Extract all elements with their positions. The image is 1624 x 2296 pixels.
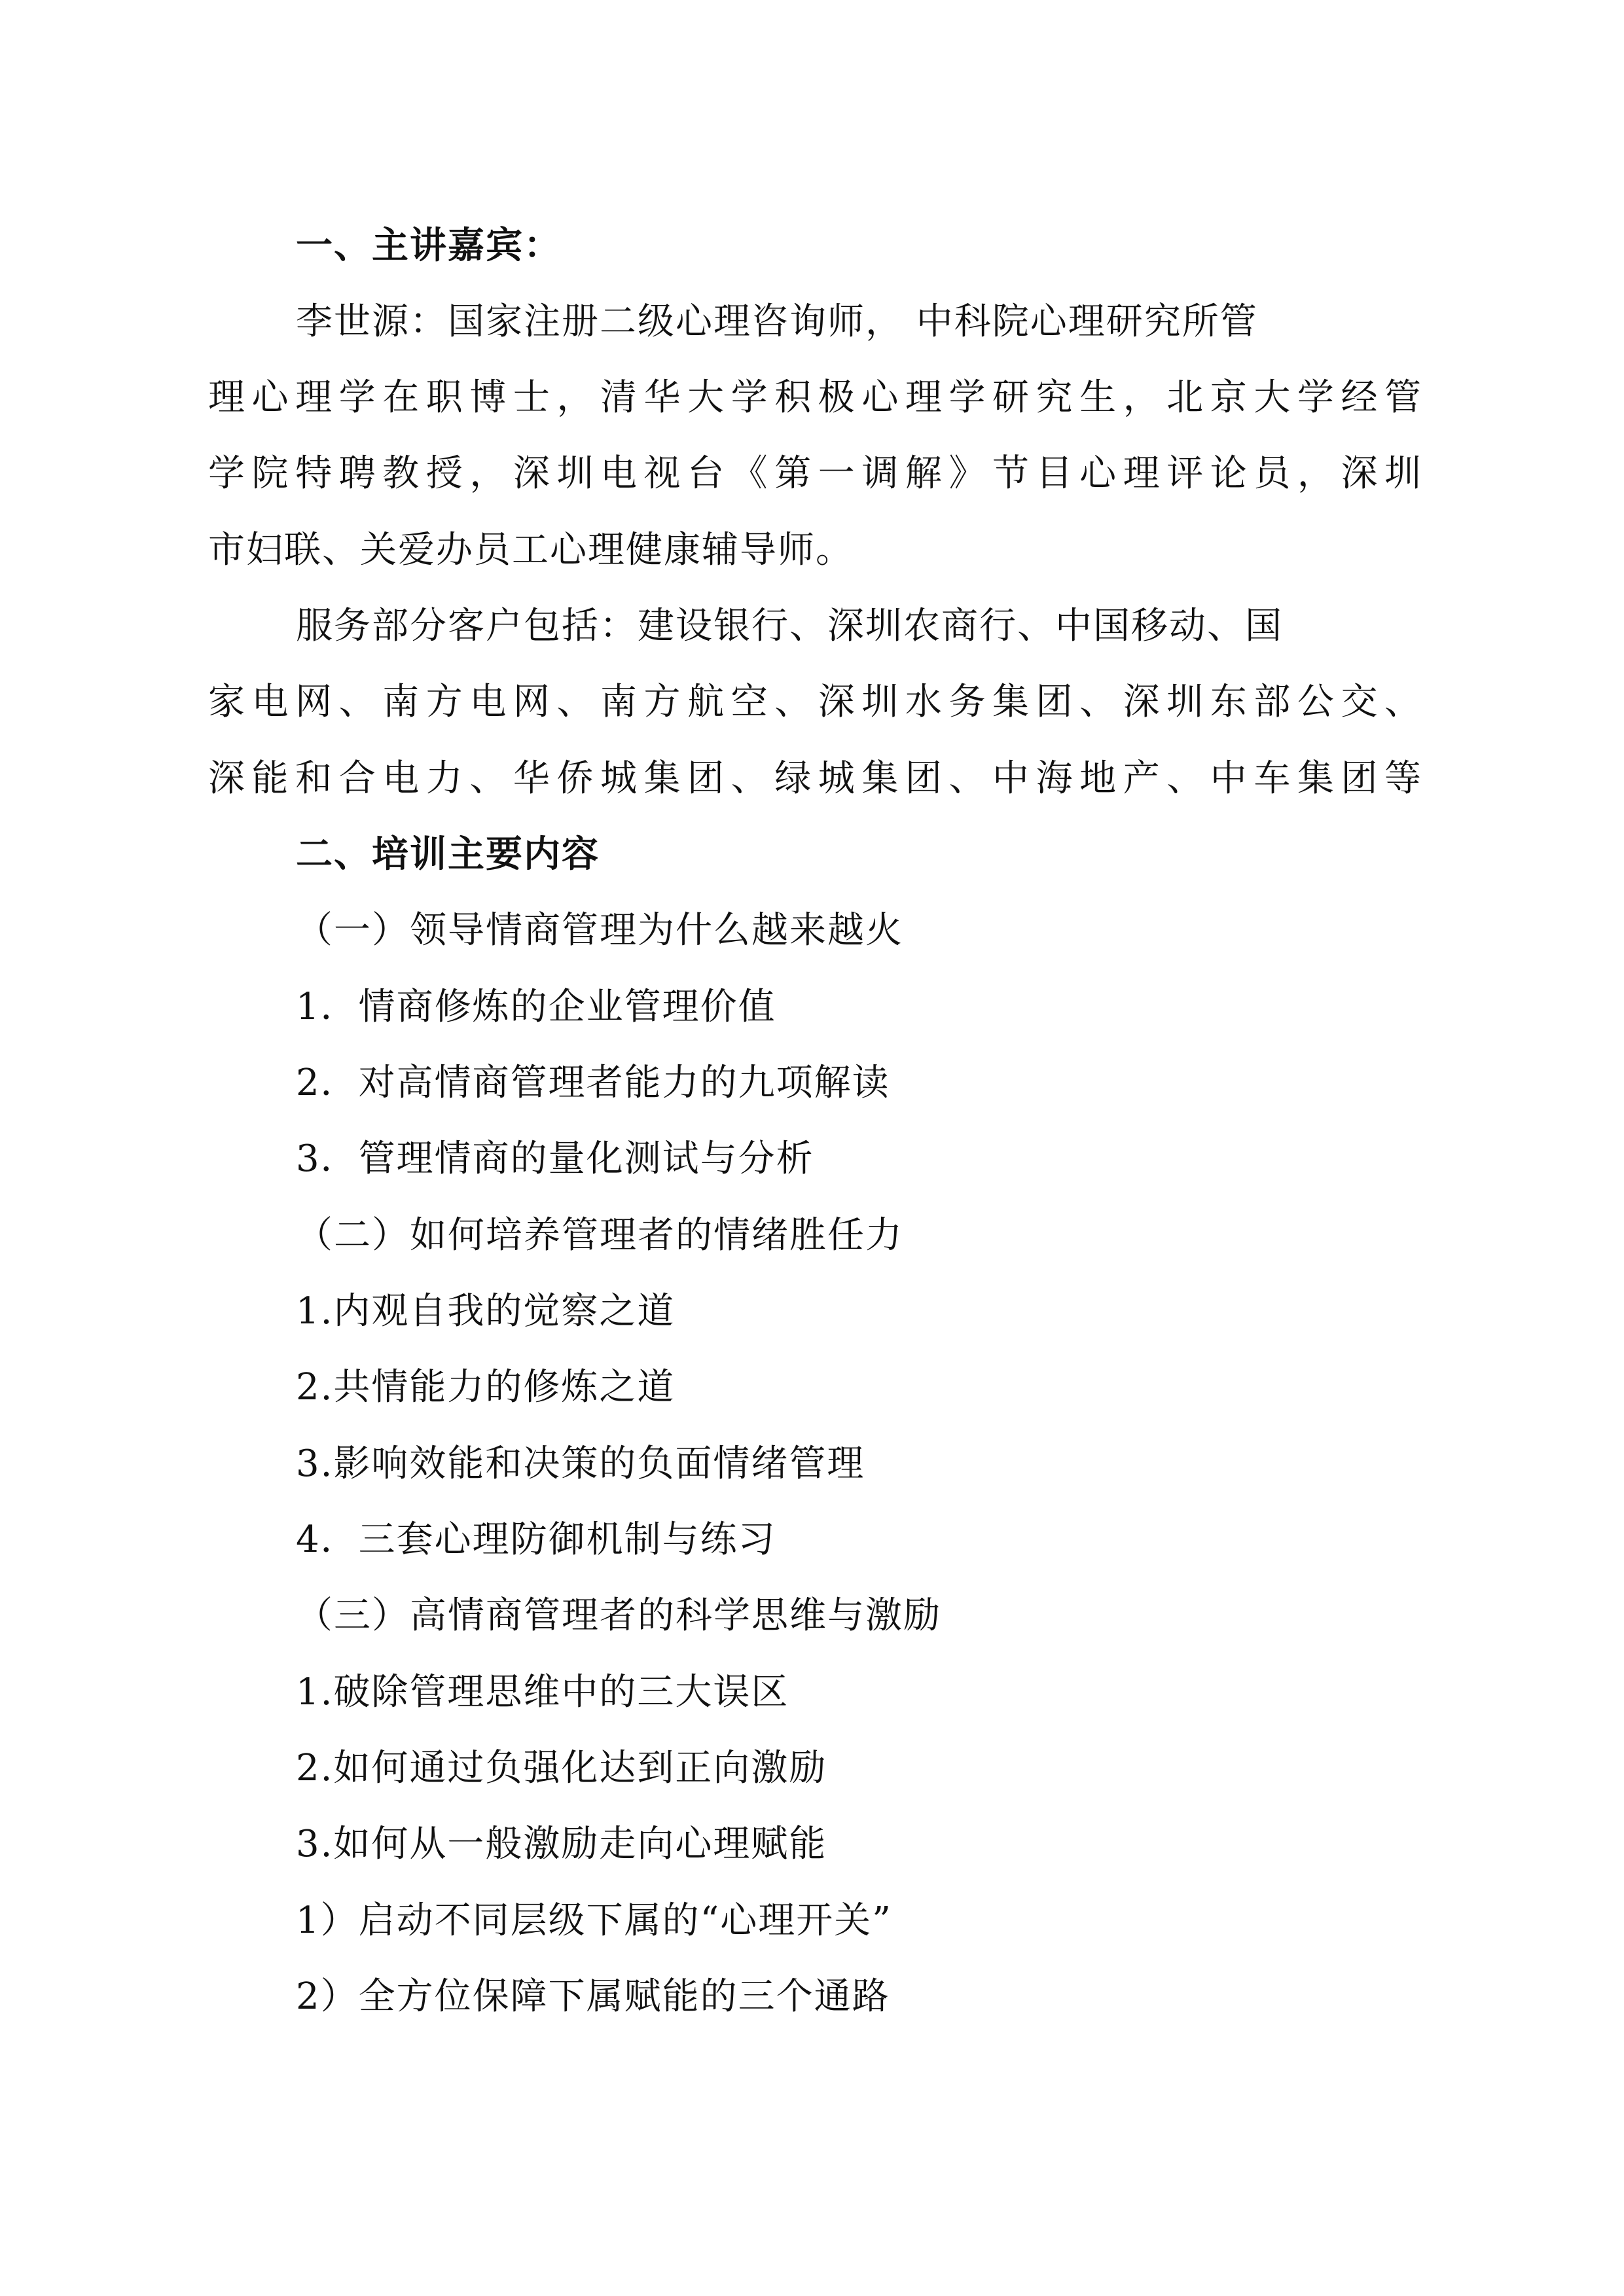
list-item: 2.共情能力的修炼之道 bbox=[296, 1366, 676, 1408]
section-heading-content: 二、培训主要内容 bbox=[296, 833, 600, 876]
clients-line-3: 深能和合电力、华侨城集团、绿城集团、中海地产、中车集团等 bbox=[208, 757, 1422, 800]
part-title-2: （二）如何培养管理者的情绪胜任力 bbox=[296, 1214, 903, 1257]
part-title-3: （三）高情商管理者的科学思维与激励 bbox=[296, 1594, 941, 1637]
clients-line-1: 服务部分客户包括：建设银行、深圳农商行、中国移动、国 bbox=[296, 605, 1283, 647]
bio-line-2: 理心理学在职博士，清华大学积极心理学研究生，北京大学经管 bbox=[208, 376, 1422, 419]
bio-line-3: 学院特聘教授，深圳电视台《第一调解》节目心理评论员，深圳 bbox=[208, 452, 1422, 495]
section-heading-speaker: 一、主讲嘉宾： bbox=[296, 224, 562, 267]
list-item: 1.破除管理思维中的三大误区 bbox=[296, 1671, 789, 1713]
list-item: 1．情商修炼的企业管理价值 bbox=[296, 986, 776, 1028]
list-item: 3．管理情商的量化测试与分析 bbox=[296, 1138, 814, 1180]
list-item: 3.影响效能和决策的负面情绪管理 bbox=[296, 1443, 865, 1485]
bio-line-1: 李世源：国家注册二级心理咨询师， 中科院心理研究所管 bbox=[296, 300, 1258, 343]
clients-line-2: 家电网、南方电网、南方航空、深圳水务集团、深圳东部公交、 bbox=[208, 681, 1422, 723]
list-item: 2.如何通过负强化达到正向激励 bbox=[296, 1747, 827, 1789]
list-item: 3.如何从一般激励走向心理赋能 bbox=[296, 1823, 827, 1865]
list-item: 2．对高情商管理者能力的九项解读 bbox=[296, 1062, 890, 1104]
bio-line-4: 市妇联、关爱办员工心理健康辅导师。 bbox=[208, 529, 854, 571]
list-item: 4．三套心理防御机制与练习 bbox=[296, 1518, 776, 1561]
sub-list-item: 1）启动不同层级下属的“心理开关” bbox=[296, 1899, 892, 1942]
list-item: 1.内观自我的觉察之道 bbox=[296, 1290, 676, 1333]
sub-list-item: 2）全方位保障下属赋能的三个通路 bbox=[296, 1975, 890, 2018]
part-title-1: （一）领导情商管理为什么越来越火 bbox=[296, 909, 903, 952]
